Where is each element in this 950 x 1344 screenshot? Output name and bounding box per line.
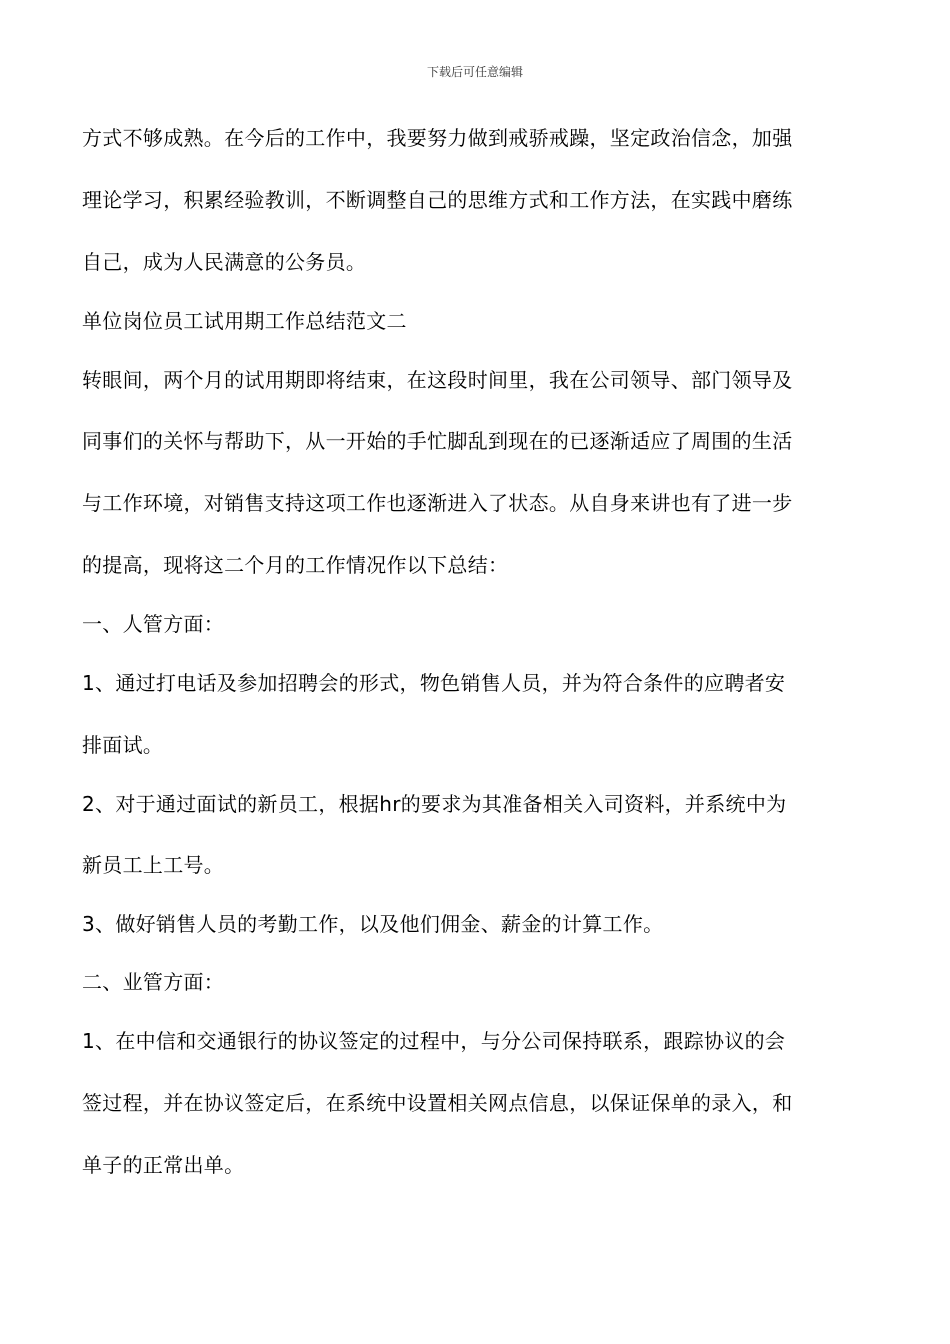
list-item-line: 单子的正常出单。 bbox=[82, 1153, 245, 1177]
section-heading: 二、业管方面： bbox=[82, 970, 225, 994]
paragraph-line: 转眼间，两个月的试用期即将结束，在这段时间里，我在公司领导、部门领导及 bbox=[82, 368, 793, 392]
paragraph-line: 方式不够成熟。在今后的工作中，我要努力做到戒骄戒躁，坚定政治信念，加强 bbox=[82, 126, 793, 150]
paragraph-line: 理论学习，积累经验教训，不断调整自己的思维方式和工作方法，在实践中磨练 bbox=[82, 188, 793, 212]
paragraph-line: 自己，成为人民满意的公务员。 bbox=[82, 250, 367, 274]
paragraph-line: 同事们的关怀与帮助下，从一开始的手忙脚乱到现在的已逐渐适应了周围的生活 bbox=[82, 429, 793, 453]
list-item-line: 排面试。 bbox=[82, 733, 164, 757]
list-item-line: 1、通过打电话及参加招聘会的形式，物色销售人员，并为符合条件的应聘者安 bbox=[82, 671, 786, 695]
section-heading: 一、人管方面： bbox=[82, 612, 225, 636]
page-header: 下载后可任意编辑 bbox=[426, 65, 523, 79]
section-title: 单位岗位员工试用期工作总结范文二 bbox=[82, 309, 407, 333]
list-item-line: 2、对于通过面试的新员工，根据hr的要求为其准备相关入司资料，并系统中为 bbox=[82, 792, 787, 816]
paragraph-line: 与工作环境，对销售支持这项工作也逐渐进入了状态。从自身来讲也有了进一步 bbox=[82, 491, 793, 515]
list-item-line: 签过程，并在协议签定后，在系统中设置相关网点信息，以保证保单的录入，和 bbox=[82, 1091, 793, 1115]
list-item-line: 新员工上工号。 bbox=[82, 853, 225, 877]
paragraph-line: 的提高，现将这二个月的工作情况作以下总结： bbox=[82, 553, 509, 577]
list-item-line: 3、做好销售人员的考勤工作，以及他们佣金、薪金的计算工作。 bbox=[82, 912, 664, 936]
list-item-line: 1、在中信和交通银行的协议签定的过程中，与分公司保持联系，跟踪协议的会 bbox=[82, 1029, 786, 1053]
